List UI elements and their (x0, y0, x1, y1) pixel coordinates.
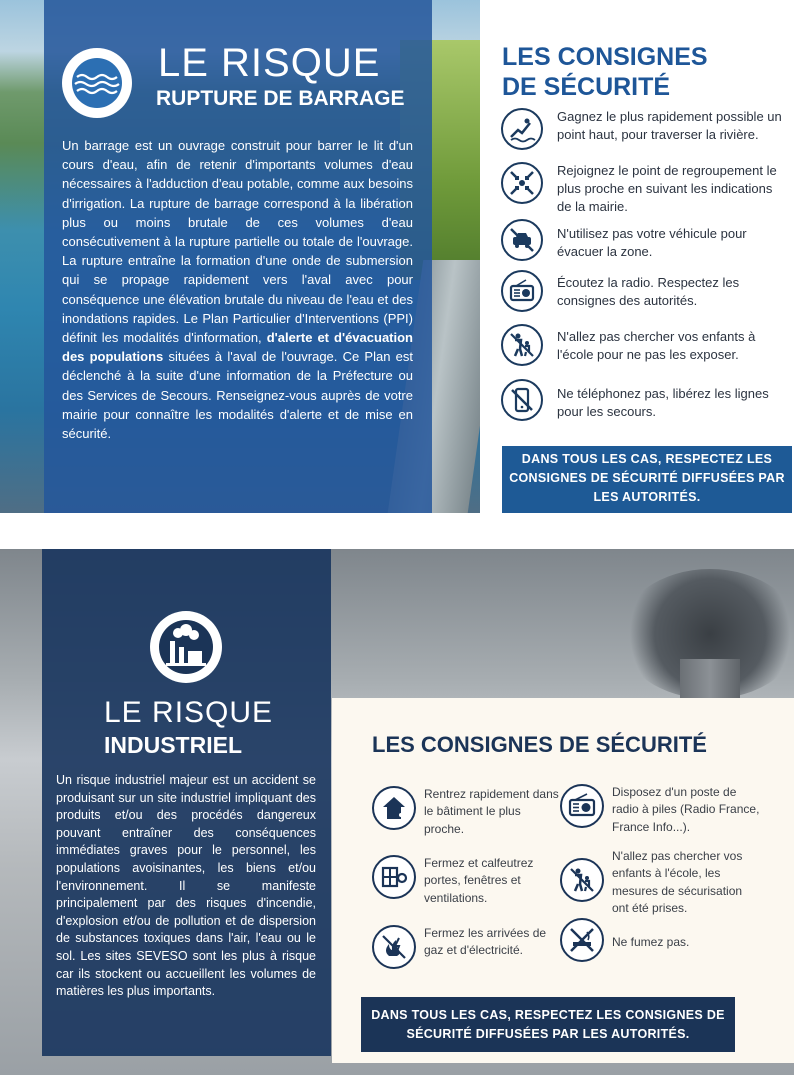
barrage-safety-banner: DANS TOUS LES CAS, RESPECTEZ LES CONSIGNES DE SÉCURITÉ DIFFUSÉES PAR LES AUTORITÉS. (502, 446, 792, 513)
barrage-consignes-title-line1: LES CONSIGNES (502, 43, 708, 71)
industriel-consigne-item (372, 855, 562, 907)
radio-icon (560, 784, 604, 828)
seal-window-icon (372, 855, 416, 899)
regroup-arrows-icon (501, 162, 543, 204)
barrage-consigne-text: N'utilisez pas votre véhicule pour évacuer la zone. (557, 226, 747, 259)
barrage-consigne-item (501, 270, 791, 318)
industriel-title-top: LE RISQUE (104, 696, 274, 729)
barrage-consignes-title (502, 42, 708, 102)
industriel-consigne-item (372, 786, 562, 838)
industriel-consigne-text: Fermez les arrivées de gaz et d'électricité. (424, 926, 547, 958)
climb-high-ground-icon (501, 108, 543, 150)
barrage-consigne-text: N'allez pas chercher vos enfants à l'école pour ne pas les exposer. (557, 329, 756, 362)
barrage-consigne-item (501, 324, 791, 372)
industriel-consignes-title: LES CONSIGNES DE SÉCURITÉ (372, 732, 707, 757)
barrage-consigne-item (501, 219, 791, 267)
shelter-house-icon (372, 786, 416, 830)
industriel-consigne-text: Fermez et calfeutrez portes, fenêtres et ventilations. (424, 856, 534, 905)
no-school-pickup-icon (560, 858, 604, 902)
no-phone-icon (501, 379, 543, 421)
barrage-section (0, 0, 794, 518)
barrage-description-bold: d'alerte et d'évacuation des populations (62, 330, 413, 365)
gas-electricity-off-icon (372, 925, 416, 969)
no-smoking-icon (560, 918, 604, 962)
industriel-title-bottom: INDUSTRIEL (104, 732, 242, 758)
barrage-consignes-title-line2: DE SÉCURITÉ (502, 73, 671, 101)
barrage-consigne-item (501, 379, 791, 427)
barrage-consigne-text: Écoutez la radio. Respectez les consignes des autorités. (557, 275, 740, 308)
barrage-consigne-item (501, 108, 791, 156)
no-school-pickup-icon (501, 324, 543, 366)
industriel-consigne-item (372, 925, 562, 977)
industriel-consigne-item (560, 784, 760, 836)
barrage-description-part2: situées à l'aval de l'ouvrage. Ce Plan est déclenché à la suite d'une information de la Préfecture ou des Services de Secours. Renseignez-vous auprès de votre mairie pour connaître les modalités d'alerte et de mise en sécurité. (62, 349, 414, 442)
industriel-consigne-text: N'allez pas chercher vos enfants à l'école, les mesures de sécurisation ont été prises. (612, 849, 743, 916)
industriel-consigne-item (560, 848, 760, 916)
no-car-icon (501, 219, 543, 261)
industriel-consigne-text: Rentrez rapidement dans le bâtiment le plus proche. (424, 787, 559, 836)
water-waves-icon (62, 48, 132, 118)
barrage-description (62, 136, 413, 443)
barrage-consigne-item (501, 162, 791, 214)
radio-icon (501, 270, 543, 312)
industriel-consigne-item (560, 918, 760, 970)
barrage-consigne-text: Rejoignez le point de regroupement le plus proche en suivant les indications de la mairie. (557, 163, 777, 214)
industriel-consigne-text: Disposez d'un poste de radio à piles (Radio France, France Info...). (612, 785, 760, 834)
barrage-title-top: LE RISQUE (158, 41, 381, 85)
factory-icon (150, 611, 222, 683)
industriel-consigne-text: Ne fumez pas. (612, 935, 690, 949)
barrage-consigne-text: Gagnez le plus rapidement possible un point haut, pour traverser la rivière. (557, 109, 782, 142)
barrage-description-part1: Un barrage est un ouvrage construit pour barrer le lit d'un cours d'eau, afin de retenir d'importants volumes d'eau nécessaires à l'adduction d'eau potable, comme aux besoins d'irrigation. La rupture de barrage correspond à la libération plus ou moins brutale de ces volumes d'eau consécutivement à la rupture partielle ou totale de l'ouvrage. La rupture entraîne la formation d'une onde de submersion qui se propage rapidement vers l'aval avec pour conséquence une élévation brutale du niveau de l'eau et des inondations rapides. Le Plan Particulier d'Interventions (PPI) définit les modalités d'information, (62, 138, 413, 346)
industriel-safety-banner: DANS TOUS LES CAS, RESPECTEZ LES CONSIGNES DE SÉCURITÉ DIFFUSÉES PAR LES AUTORITÉS. (361, 997, 735, 1052)
barrage-title-bottom: RUPTURE DE BARRAGE (156, 87, 405, 110)
industriel-description: Un risque industriel majeur est un accident se produisant sur un site industriel impliquant des produits et/ou des procédés dangereux pouvant entraîner des conséquences immédiates graves pour le personnel, les populations avoisinantes, les biens et/ou l'environnement. Il se manifeste principalement par des risques d'incendie, d'explosion et/ou de pollution et de dispersion de substances toxiques dans l'air, l'eau ou le sol. Les sites SEVESO sont les plus à risque car ils stockent ou accueillent les volumes de matières les plus importants. (56, 773, 316, 999)
barrage-consigne-text: Ne téléphonez pas, libérez les lignes pour les secours. (557, 386, 769, 419)
